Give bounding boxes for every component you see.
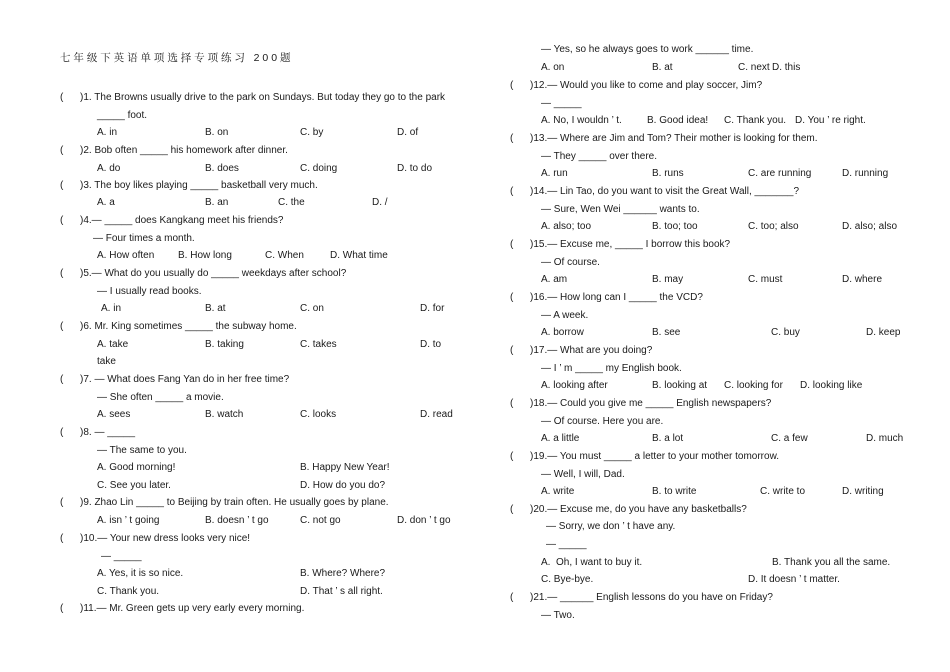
question-5-option-a: A. in [101, 303, 122, 314]
question-14-reply: — Sure, Wen Wei ______ wants to. [541, 204, 700, 215]
question-11-option-b: B. at [652, 62, 673, 73]
question-11-stem: ( )11.— Mr. Green gets up very early every morning. [60, 603, 305, 614]
question-1-option-c: C. by [300, 127, 324, 138]
question-12-option-a: A. No, I wouldn ’ t. [541, 115, 622, 126]
question-7-option-a: A. sees [97, 409, 131, 420]
question-6-stem: ( )6. Mr. King sometimes _____ the subway home. [60, 321, 297, 332]
question-11-reply: — Yes, so he always goes to work ______ time. [541, 44, 754, 55]
question-7-option-c: C. looks [300, 409, 337, 420]
question-1-stem: ( )1. The Browns usually drive to the park on Sundays. But today they go to the park [60, 92, 446, 103]
question-5-reply: — I usually read books. [97, 286, 202, 297]
question-4-stem: ( )4.— _____ does Kangkang meet his friends? [60, 215, 284, 226]
question-17-stem: ( )17.— What are you doing? [510, 345, 653, 356]
question-17-option-a: A. looking after [541, 380, 608, 391]
question-9-option-b: B. doesn ’ t go [205, 515, 269, 526]
question-12-option-b: B. Good idea! [647, 115, 709, 126]
question-17-reply: — I ’ m _____ my English book. [541, 363, 682, 374]
question-2-option-b: B. does [205, 163, 239, 174]
question-1-option-b: B. on [205, 127, 229, 138]
question-6-option-a: A. take [97, 339, 129, 350]
question-5-option-c: C. on [300, 303, 324, 314]
question-10-reply: — _____ [101, 551, 142, 562]
question-2-option-c: C. doing [300, 163, 338, 174]
question-3-option-d: D. / [372, 197, 388, 208]
question-13-stem: ( )13.— Where are Jim and Tom? Their mother is looking for them. [510, 133, 818, 144]
question-4-option-c: C. When [265, 250, 304, 261]
question-10-stem: ( )10.— Your new dress looks very nice! [60, 533, 251, 544]
question-16-option-d: D. keep [866, 327, 901, 338]
question-1-option-a: A. in [97, 127, 118, 138]
question-2-stem: ( )2. Bob often _____ his homework after dinner. [60, 145, 288, 156]
question-12-option-c: C. Thank you. [724, 115, 787, 126]
question-13-option-b: B. runs [652, 168, 684, 179]
question-14-option-a: A. also; too [541, 221, 592, 232]
question-7-option-b: B. watch [205, 409, 244, 420]
question-2-option-d: D. to do [397, 163, 433, 174]
question-13-option-a: A. run [541, 168, 568, 179]
question-21-reply: — Two. [541, 610, 575, 621]
question-3-option-a: A. a [97, 197, 115, 208]
question-8-reply: — The same to you. [97, 445, 187, 456]
question-12-stem: ( )12.— Would you like to come and play soccer, Jim? [510, 80, 763, 91]
question-15-option-d: D. where [842, 274, 883, 285]
question-5-option-b: B. at [205, 303, 226, 314]
question-6-option-d-cont: take [97, 356, 116, 367]
question-8-option-d: D. How do you do? [300, 480, 386, 491]
worksheet-title: 七 年 级 下 英 语 单 项 选 择 专 项 练 习 2 0 0 题 [60, 52, 291, 64]
question-20-reply-2: — _____ [546, 539, 587, 550]
question-4-option-a: A. How often [97, 250, 155, 261]
question-13-option-c: C. are running [748, 168, 812, 179]
question-10-option-a: A. Yes, it is so nice. [97, 568, 184, 579]
question-14-option-c: C. too; also [748, 221, 799, 232]
question-9-option-d: D. don ’ t go [397, 515, 451, 526]
question-20-stem: ( )20.— Excuse me, do you have any basketballs? [510, 504, 747, 515]
question-1-option-d: D. of [397, 127, 419, 138]
question-20-option-d: D. It doesn ’ t matter. [748, 574, 840, 585]
question-8-option-c: C. See you later. [97, 480, 171, 491]
question-9-stem: ( )9. Zhao Lin _____ to Beijing by train often. He usually goes by plane. [60, 497, 389, 508]
question-19-stem: ( )19.— You must _____ a letter to your mother tomorrow. [510, 451, 780, 462]
question-15-option-b: B. may [652, 274, 684, 285]
question-17-option-d: D. looking like [800, 380, 863, 391]
question-19-option-d: D. writing [842, 486, 884, 497]
question-15-stem: ( )15.— Excuse me, _____ I borrow this book? [510, 239, 731, 250]
question-3-stem: ( )3. The boy likes playing _____ basketball very much. [60, 180, 318, 191]
question-13-option-d: D. running [842, 168, 889, 179]
question-10-option-b: B. Where? Where? [300, 568, 386, 579]
question-18-stem: ( )18.— Could you give me _____ English newspapers? [510, 398, 772, 409]
question-8-stem: ( )8. — _____ [60, 427, 136, 438]
question-14-stem: ( )14.— Lin Tao, do you want to visit the Great Wall, _______? [510, 186, 800, 197]
question-7-option-d: D. read [420, 409, 453, 420]
question-6-option-b: B. taking [205, 339, 244, 350]
question-7-stem: ( )7. — What does Fang Yan do in her free time? [60, 374, 290, 385]
question-16-stem: ( )16.— How long can I _____ the VCD? [510, 292, 703, 303]
question-15-reply: — Of course. [541, 257, 600, 268]
question-19-reply: — Well, I will, Dad. [541, 469, 625, 480]
question-19-option-a: A. write [541, 486, 575, 497]
question-11-option-a: A. on [541, 62, 565, 73]
question-20-option-b: B. Thank you all the same. [772, 557, 891, 568]
question-3-option-b: B. an [205, 197, 229, 208]
question-4-option-d: D. What time [330, 250, 388, 261]
question-18-option-a: A. a little [541, 433, 580, 444]
question-19-option-c: C. write to [760, 486, 806, 497]
question-10-option-d: D. That ’ s all right. [300, 586, 383, 597]
question-16-option-b: B. see [652, 327, 681, 338]
question-2-option-a: A. do [97, 163, 121, 174]
question-5-option-d: D. for [420, 303, 445, 314]
question-8-option-b: B. Happy New Year! [300, 462, 390, 473]
question-18-reply: — Of course. Here you are. [541, 416, 664, 427]
question-13-reply: — They _____ over there. [541, 151, 657, 162]
question-19-option-b: B. to write [652, 486, 697, 497]
question-4-reply: — Four times a month. [93, 233, 195, 244]
question-21-stem: ( )21.— ______ English lessons do you have on Friday? [510, 592, 773, 603]
question-7-reply: — She often _____ a movie. [97, 392, 224, 403]
question-20-reply: — Sorry, we don ’ t have any. [546, 521, 676, 532]
question-12-reply: — _____ [541, 98, 582, 109]
question-14-option-b: B. too; too [652, 221, 698, 232]
question-8-option-a: A. Good morning! [97, 462, 176, 473]
question-18-option-b: B. a lot [652, 433, 684, 444]
question-17-option-b: B. looking at [652, 380, 708, 391]
question-16-option-a: A. borrow [541, 327, 584, 338]
question-9-option-c: C. not go [300, 515, 341, 526]
question-17-option-c: C. looking for [724, 380, 783, 391]
question-10-option-c: C. Thank you. [97, 586, 160, 597]
question-11-option-d: D. this [772, 62, 801, 73]
question-14-option-d: D. also; also [842, 221, 898, 232]
question-16-option-c: C. buy [771, 327, 800, 338]
question-18-option-d: D. much [866, 433, 904, 444]
question-3-option-c: C. the [278, 197, 305, 208]
question-12-option-d: D. You ’ re right. [795, 115, 866, 126]
question-5-stem: ( )5.— What do you usually do _____ weekdays after school? [60, 268, 347, 279]
question-9-option-a: A. isn ’ t going [97, 515, 160, 526]
question-1-stem-cont: _____ foot. [97, 110, 148, 121]
question-6-option-c: C. takes [300, 339, 337, 350]
question-6-option-d: D. to [420, 339, 442, 350]
question-4-option-b: B. How long [178, 250, 232, 261]
question-16-reply: — A week. [541, 310, 589, 321]
question-20-option-c: C. Bye-bye. [541, 574, 594, 585]
question-15-option-c: C. must [748, 274, 783, 285]
question-15-option-a: A. am [541, 274, 568, 285]
question-11-option-c: C. next [738, 62, 770, 73]
question-20-option-a: A. Oh, I want to buy it. [541, 557, 643, 568]
question-18-option-c: C. a few [771, 433, 808, 444]
